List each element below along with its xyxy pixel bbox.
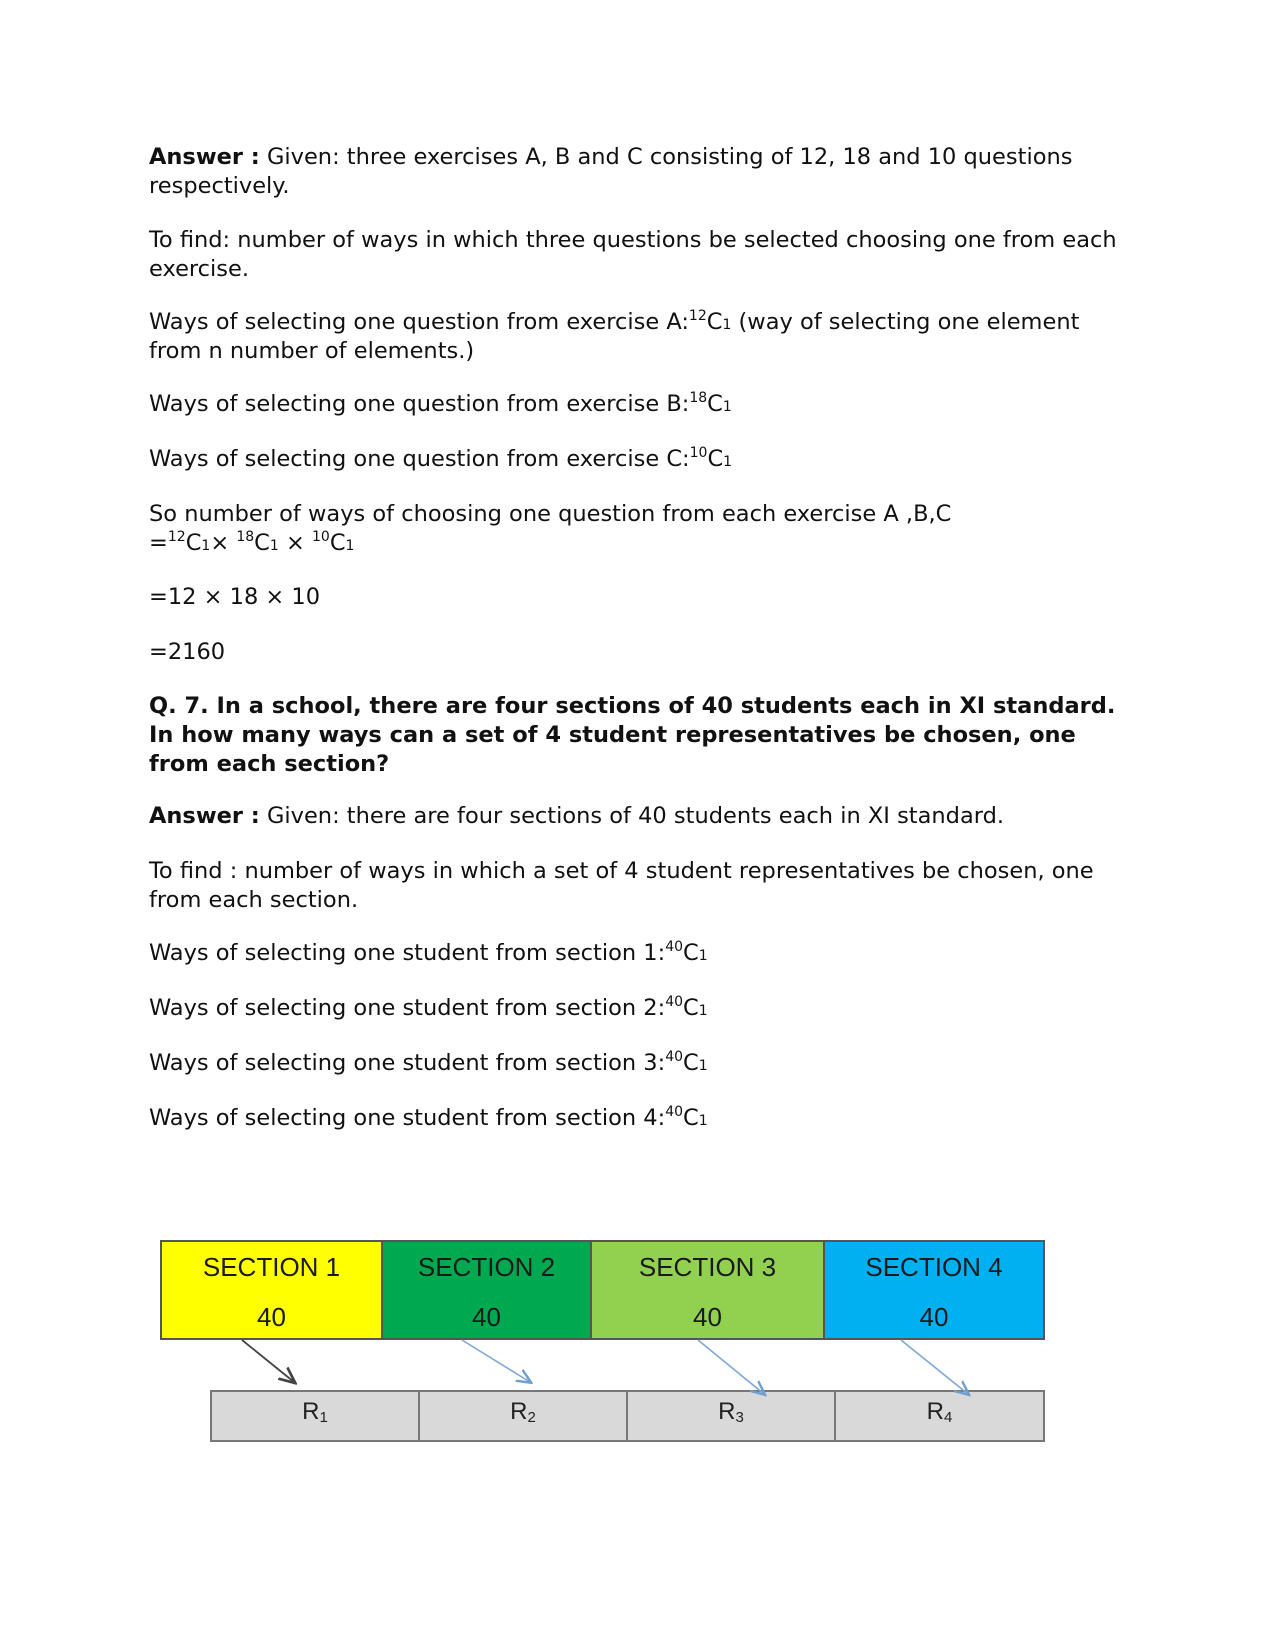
answer-2-given (149, 802, 1129, 831)
section-4-label: SECTION 4 (865, 1252, 1003, 1282)
ways-section-4: Ways of selecting one student from section 4:$^{40}$C1 (149, 1104, 708, 1131)
section-2-label: SECTION 2 (417, 1252, 556, 1282)
section-4-count: 40 (919, 1302, 949, 1332)
ways-exercise-b: Ways of selecting one question from exercise B:$^{18}$C1 (149, 390, 732, 417)
to-find-text-2: To find : number of ways in which a set of 4 student representatives be chosen, one from each section. (149, 858, 1101, 913)
section-2-count: 40 (472, 1302, 501, 1332)
arrow-section-1-to-r1 (242, 1340, 294, 1382)
arrow-section-3-to-r3 (698, 1340, 764, 1394)
section-3-count: 40 (693, 1302, 722, 1332)
section-representative-diagram (160, 1225, 1100, 1455)
so-number-of-ways: So number of ways of choosing one question from each exercise A ,B,C =$^{12}$C1× $^{18}$C1 × $^{10}$C1 (149, 501, 952, 556)
representative-2-box: $R_2$ (418, 1390, 628, 1442)
question-7: Q. 7. In a school, there are four sections of 40 students each in XI standard. In how many ways can a set of 4 student representatives be chosen, one from each section? (149, 693, 1124, 777)
representative-3-box: $R_3$ (626, 1390, 836, 1442)
section-1-count: 40 (257, 1302, 286, 1332)
answer-label: Answer : (149, 803, 260, 829)
given-text: Given: three exercises A, B and C consisting of 12, 18 and 10 questions respectively. (149, 144, 1080, 199)
answer-label: Answer : (149, 144, 260, 170)
ways-exercise-c: Ways of selecting one question from exercise C:$^{10}$C1 (149, 445, 733, 472)
representative-1-box: $R_1$ (210, 1390, 420, 1442)
arrow-section-4-to-r4 (901, 1340, 968, 1394)
ways-section-2: Ways of selecting one student from section 2:$^{40}$C1 (149, 994, 708, 1021)
answer-given (149, 143, 1129, 201)
ways-section-3: Ways of selecting one student from section 3:$^{40}$C1 (149, 1049, 708, 1076)
product-equation: =12 × 18 × 10 (149, 584, 321, 610)
result-equation: =2160 (149, 639, 226, 665)
arrow-section-2-to-r2 (462, 1340, 530, 1382)
given-text: Given: there are four sections of 40 students each in XI standard. (259, 803, 1005, 829)
section-1-label: SECTION 1 (202, 1252, 341, 1282)
representative-4-box: $R_4$ (834, 1390, 1045, 1442)
arrows-layer (160, 1225, 1100, 1455)
ways-section-1: Ways of selecting one student from section 1:$^{40}$C1 (149, 939, 708, 966)
ways-exercise-a: Ways of selecting one question from exercise A:$^{12}$C1 (way of selecting one element from n number of elements.) (149, 308, 1087, 364)
section-3-label: SECTION 3 (638, 1252, 777, 1282)
to-find-text: To find: number of ways in which three questions be selected choosing one from each exercise. (149, 227, 1124, 282)
